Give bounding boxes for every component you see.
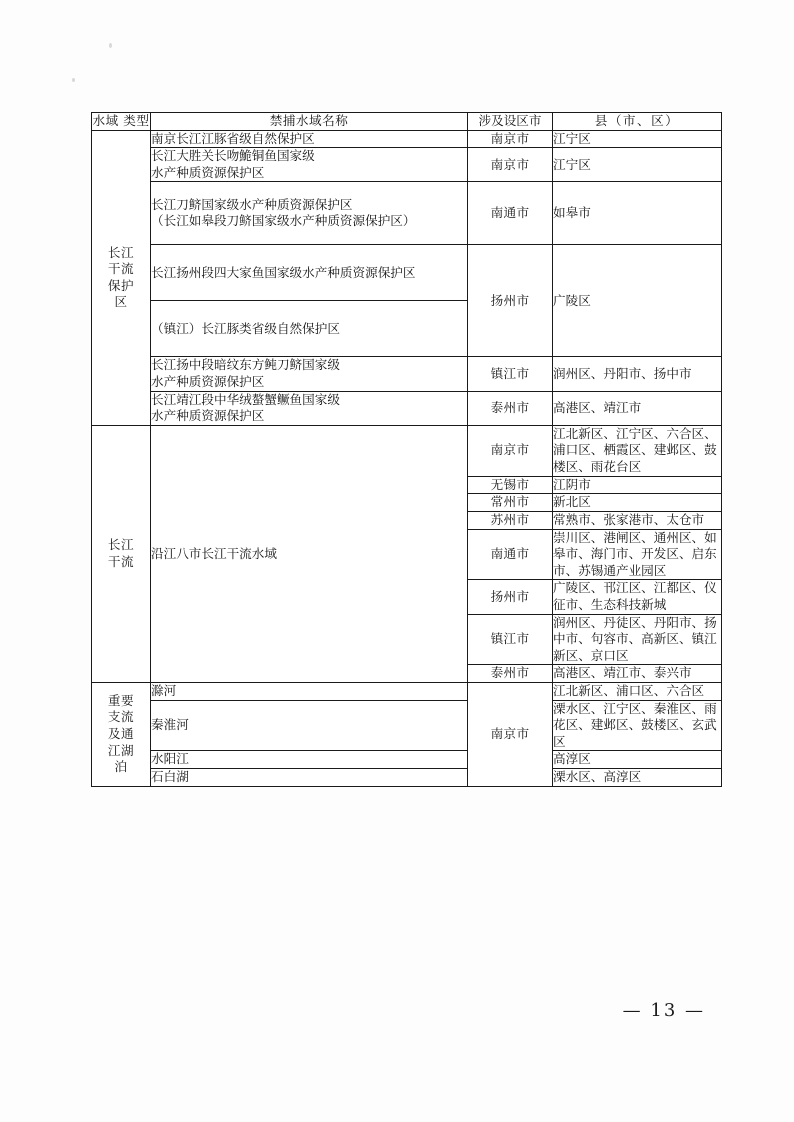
header-water-type-line-1: 水域	[92, 113, 119, 128]
fishing-ban-waters-table	[91, 112, 722, 787]
table-row	[92, 700, 722, 751]
category-line: 区	[114, 294, 128, 310]
table-row	[92, 391, 722, 425]
category-line: 长江	[107, 244, 135, 260]
county-cell: 江宁区	[553, 130, 722, 148]
category-cell-group-0	[92, 130, 151, 425]
area-name-cell	[151, 751, 468, 769]
city-cell: 镇江市	[468, 357, 553, 391]
area-name-line: 长江大胜关长吻鮠铜鱼国家级	[151, 148, 315, 164]
city-cell: 常州市	[468, 494, 553, 512]
category-line: 支流	[107, 709, 135, 725]
area-name-line: （长江如皋段刀鲚国家级水产种质资源保护区）	[151, 213, 416, 229]
county-cell: 常熟市、张家港市、太仓市	[553, 511, 722, 529]
county-cell: 江北新区、江宁区、六合区、浦口区、栖霞区、建邺区、鼓楼区、雨花台区	[553, 425, 722, 476]
area-name-cell	[151, 245, 468, 301]
area-name-cell	[151, 182, 468, 245]
county-cell: 江阴市	[553, 476, 722, 494]
table-row	[92, 245, 722, 301]
category-line: 江湖	[107, 742, 135, 758]
county-cell: 溧水区、江宁区、秦淮区、雨花区、建邺区、鼓楼区、玄武区	[553, 700, 722, 751]
category-line: 泊	[114, 759, 128, 775]
city-cell: 镇江市	[468, 614, 553, 665]
area-name-line: 南京长江江豚省级自然保护区	[151, 130, 315, 146]
scan-speck	[109, 43, 112, 48]
area-name-cell	[151, 357, 468, 391]
county-cell: 新北区	[553, 494, 722, 512]
table-row	[92, 130, 722, 148]
area-name-line: 长江扬中段暗纹东方鲀刀鲚国家级	[151, 357, 340, 373]
category-line: 干流	[107, 553, 135, 569]
area-name-cell	[151, 700, 468, 751]
area-name-cell	[151, 769, 468, 787]
area-name-line: 秦淮河	[151, 717, 189, 733]
county-cell: 润州区、丹徒区、丹阳市、扬中市、句容市、高新区、镇江新区、京口区	[553, 614, 722, 665]
county-cell: 江北新区、浦口区、六合区	[553, 683, 722, 701]
county-cell: 润州区、丹阳市、扬中市	[553, 357, 722, 391]
county-cell: 广陵区、邗江区、江都区、仪征市、生态科技新城	[553, 580, 722, 614]
header-city: 涉及设区市	[468, 113, 553, 131]
county-cell: 崇川区、港闸区、通州区、如皋市、海门市、开发区、启东市、苏锡通产业园区	[553, 529, 722, 580]
area-name-cell	[151, 425, 468, 682]
area-name-line: 长江扬州段四大家鱼国家级水产种质资源保护区	[151, 264, 416, 280]
county-cell: 高港区、靖江市、泰兴市	[553, 665, 722, 683]
city-cell: 苏州市	[468, 511, 553, 529]
city-cell: 南通市	[468, 529, 553, 580]
city-cell: 泰州市	[468, 665, 553, 683]
area-name-line: 水阳江	[151, 751, 189, 767]
county-cell: 广陵区	[553, 245, 722, 357]
city-cell: 南京市	[468, 425, 553, 476]
city-cell: 无锡市	[468, 476, 553, 494]
category-line: 干流	[107, 261, 135, 277]
area-name-line: 滁河	[151, 683, 177, 699]
area-name-cell	[151, 130, 468, 148]
city-cell: 泰州市	[468, 391, 553, 425]
area-name-cell	[151, 148, 468, 182]
city-cell: 南京市	[468, 148, 553, 182]
table-row	[92, 148, 722, 182]
county-cell: 溧水区、高淳区	[553, 769, 722, 787]
page-number: — 13 —	[622, 1000, 705, 1021]
table-row	[92, 751, 722, 769]
city-cell: 南京市	[468, 683, 553, 787]
table-row	[92, 683, 722, 701]
area-name-line: 长江靖江段中华绒螯蟹鳜鱼国家级	[151, 391, 340, 407]
header-area-name: 禁捕水域名称	[151, 113, 468, 131]
county-cell: 高港区、靖江市	[553, 391, 722, 425]
table-row	[92, 357, 722, 391]
category-line: 保护	[107, 277, 135, 293]
area-name-cell	[151, 301, 468, 357]
scan-speck	[72, 78, 75, 82]
area-name-line: 水产种质资源保护区	[151, 164, 265, 180]
table-body	[92, 130, 722, 786]
header-water-type	[92, 113, 151, 131]
header-water-type-line-2: 类型	[123, 113, 150, 128]
header-county: 县（市、区）	[553, 113, 722, 131]
area-name-line: 长江刀鲚国家级水产种质资源保护区	[151, 196, 353, 212]
county-cell: 如皋市	[553, 182, 722, 245]
city-cell: 扬州市	[468, 580, 553, 614]
category-cell-group-1	[92, 425, 151, 682]
area-name-line: 水产种质资源保护区	[151, 374, 265, 390]
area-name-line: （镇江）长江豚类省级自然保护区	[151, 320, 340, 336]
table-row	[92, 182, 722, 245]
category-line: 重要	[107, 692, 135, 708]
area-name-line: 石白湖	[151, 769, 189, 785]
table-header-row	[92, 113, 722, 131]
area-name-cell	[151, 683, 468, 701]
table-row	[92, 425, 722, 476]
area-name-cell	[151, 391, 468, 425]
category-line: 及通	[107, 726, 135, 742]
city-cell: 南通市	[468, 182, 553, 245]
city-cell: 扬州市	[468, 245, 553, 357]
category-line: 长江	[107, 537, 135, 553]
category-cell-group-2	[92, 683, 151, 787]
area-name-line: 水产种质资源保护区	[151, 408, 265, 424]
city-cell: 南京市	[468, 130, 553, 148]
county-cell: 高淳区	[553, 751, 722, 769]
table-header	[92, 113, 722, 131]
fishing-ban-waters-table-container	[91, 112, 721, 787]
area-name-line: 沿江八市长江干流水域	[151, 545, 277, 561]
table-row	[92, 769, 722, 787]
county-cell: 江宁区	[553, 148, 722, 182]
